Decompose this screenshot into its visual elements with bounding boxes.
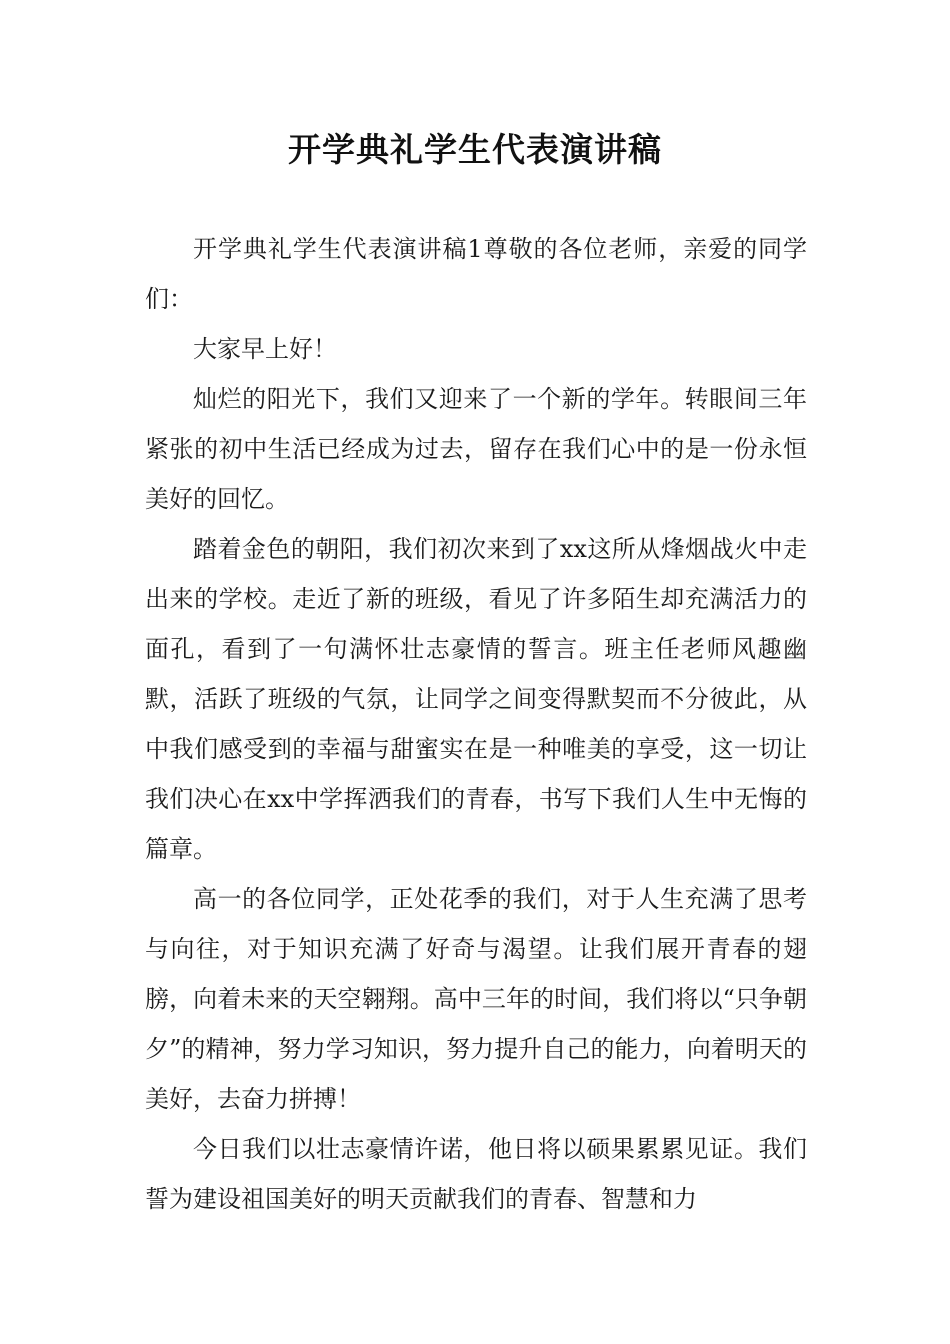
paragraph-new-school-year: 灿烂的阳光下，我们又迎来了一个新的学年。转眼间三年紧张的初中生活已经成为过去，留存在我们心中的是一份永恒美好的回忆。 [145,385,807,513]
paragraph-pledge: 今日我们以壮志豪情许诺，他日将以硕果累累见证。我们誓为建设祖国美好的明天贡献我们的青春、智慧和力 [145,1135,807,1213]
document-title: 开学典礼学生代表演讲稿 [288,130,662,169]
paragraph-greeting-intro: 开学典礼学生代表演讲稿1尊敬的各位老师，亲爱的同学们： [145,235,807,313]
paragraph-arrival-at-school: 踏着金色的朝阳，我们初次来到了xx这所从烽烟战火中走出来的学校。走近了新的班级，看见了许多陌生却充满活力的面孔，看到了一句满怀壮志豪情的誓言。班主任老师风趣幽默，活跃了班级的气氛，让同学之间变得默契而不分彼此，从中我们感受到的幸福与甜蜜实在是一种唯美的享受，这一切让我们决心在xx中学挥洒我们的青春，书写下我们人生中无悔的篇章。 [145,535,807,863]
document-body [145,224,807,1224]
paragraph-freshmen-aspirations: 高一的各位同学，正处花季的我们，对于人生充满了思考与向往，对于知识充满了好奇与渴望。让我们展开青春的翅膀，向着未来的天空翱翔。高中三年的时间，我们将以“只争朝夕”的精神，努力学习知识，努力提升自己的能力，向着明天的美好，去奋力拼搏！ [145,885,807,1113]
paragraph-good-morning: 大家早上好！ [193,335,337,363]
